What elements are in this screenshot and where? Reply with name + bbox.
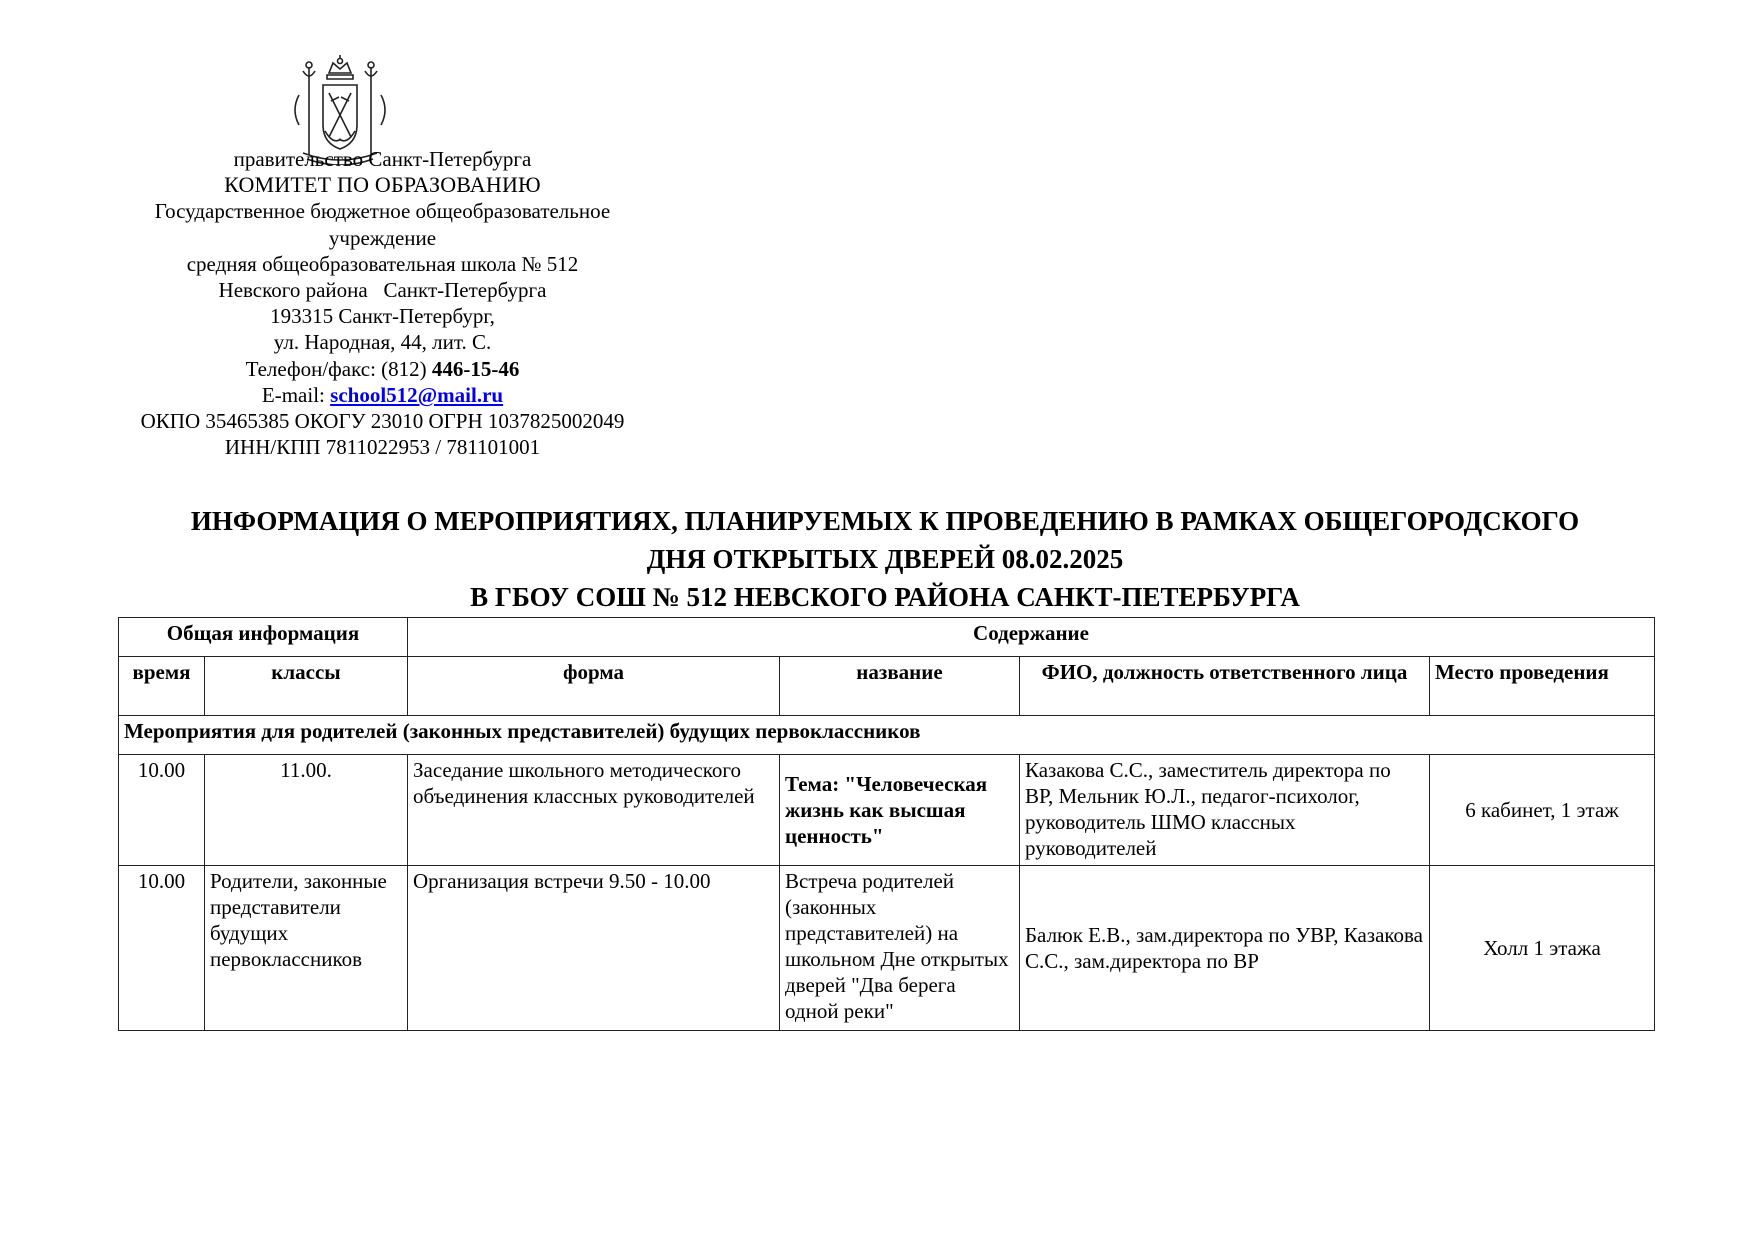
- phone-line: [110, 356, 655, 382]
- email-label: E-mail:: [261, 382, 331, 407]
- column-header-classes: классы: [205, 657, 408, 716]
- cell-time: 10.00: [119, 755, 205, 866]
- cell-place: Холл 1 этажа: [1430, 866, 1655, 1031]
- section-title: Мероприятия для родителей (законных представителей) будущих первоклассников: [119, 716, 1655, 755]
- column-header-time: время: [119, 657, 205, 716]
- document-title: [90, 502, 1680, 616]
- cell-form: Организация встречи 9.50 - 10.00: [408, 866, 780, 1031]
- tax-codes: ИНН/КПП 7811022953 / 781101001: [224, 435, 541, 460]
- cell-form: Заседание школьного методического объединения классных руководителей: [408, 755, 780, 866]
- column-header-row: [119, 657, 1655, 716]
- column-header-form: форма: [408, 657, 780, 716]
- cell-place: 6 кабинет, 1 этаж: [1430, 755, 1655, 866]
- phone-number: 446-15-46: [431, 356, 520, 381]
- title-line-3: В ГБОУ СОШ № 512 НЕВСКОГО РАЙОНА САНКТ-ПЕТЕРБУРГА: [470, 582, 1300, 612]
- school-name: средняя общеобразовательная школа № 512: [186, 251, 579, 276]
- table-row: [119, 755, 1655, 866]
- institution-type: Государственное бюджетное общеобразовательное учреждение: [154, 199, 611, 250]
- group-header-row: [119, 618, 1655, 657]
- cell-name: Встреча родителей (законных представителей) на школьном Дне открытых дверей "Два берега одной реки": [780, 866, 1020, 1031]
- group-header-general: Общая информация: [119, 618, 408, 657]
- cell-time: 10.00: [119, 866, 205, 1031]
- table-row: [119, 866, 1655, 1031]
- cell-classes: Родители, законные представители будущих первоклассников: [205, 866, 408, 1031]
- district-name: Невского района Санкт-Петербурга: [218, 278, 547, 303]
- cell-name: Тема: "Человеческая жизнь как высшая ценность": [780, 755, 1020, 866]
- letterhead: [110, 146, 655, 460]
- government-name: правительство Санкт-Петербурга: [233, 147, 532, 171]
- column-header-place: Место проведения: [1430, 657, 1655, 716]
- group-header-content: Содержание: [408, 618, 1655, 657]
- email-link[interactable]: school512@mail.ru: [330, 382, 504, 407]
- title-line-1: ИНФОРМАЦИЯ О МЕРОПРИЯТИЯХ, ПЛАНИРУЕМЫХ К ПРОВЕДЕНИЮ В РАМКАХ ОБЩЕГОРОДСКОГО: [190, 506, 1580, 536]
- title-line-2: ДНЯ ОТКРЫТЫХ ДВЕРЕЙ 08.02.2025: [646, 544, 1124, 574]
- cell-responsible: Балюк Е.В., зам.директора по УВР, Казакова С.С., зам.директора по ВР: [1020, 866, 1430, 1031]
- column-header-name: название: [780, 657, 1020, 716]
- phone-label: Телефон/факс: (812): [245, 356, 432, 381]
- email-line: [110, 382, 655, 408]
- postal-address: 193315 Санкт-Петербург,: [270, 304, 495, 329]
- column-header-responsible: ФИО, должность ответственного лица: [1020, 657, 1430, 716]
- cell-responsible: Казакова С.С., заместитель директора по ВР, Мельник Ю.Л., педагог-психолог, руководитель ШМО классных руководителей: [1020, 755, 1430, 866]
- registry-codes: ОКПО 35465385 ОКОГУ 23010 ОГРН 1037825002049: [140, 409, 625, 434]
- events-table: [118, 617, 1655, 1031]
- street-address: ул. Народная, 44, лит. С.: [273, 330, 492, 355]
- committee-name: КОМИТЕТ ПО ОБРАЗОВАНИЮ: [224, 172, 541, 198]
- cell-classes: 11.00.: [205, 755, 408, 866]
- section-row: [119, 716, 1655, 755]
